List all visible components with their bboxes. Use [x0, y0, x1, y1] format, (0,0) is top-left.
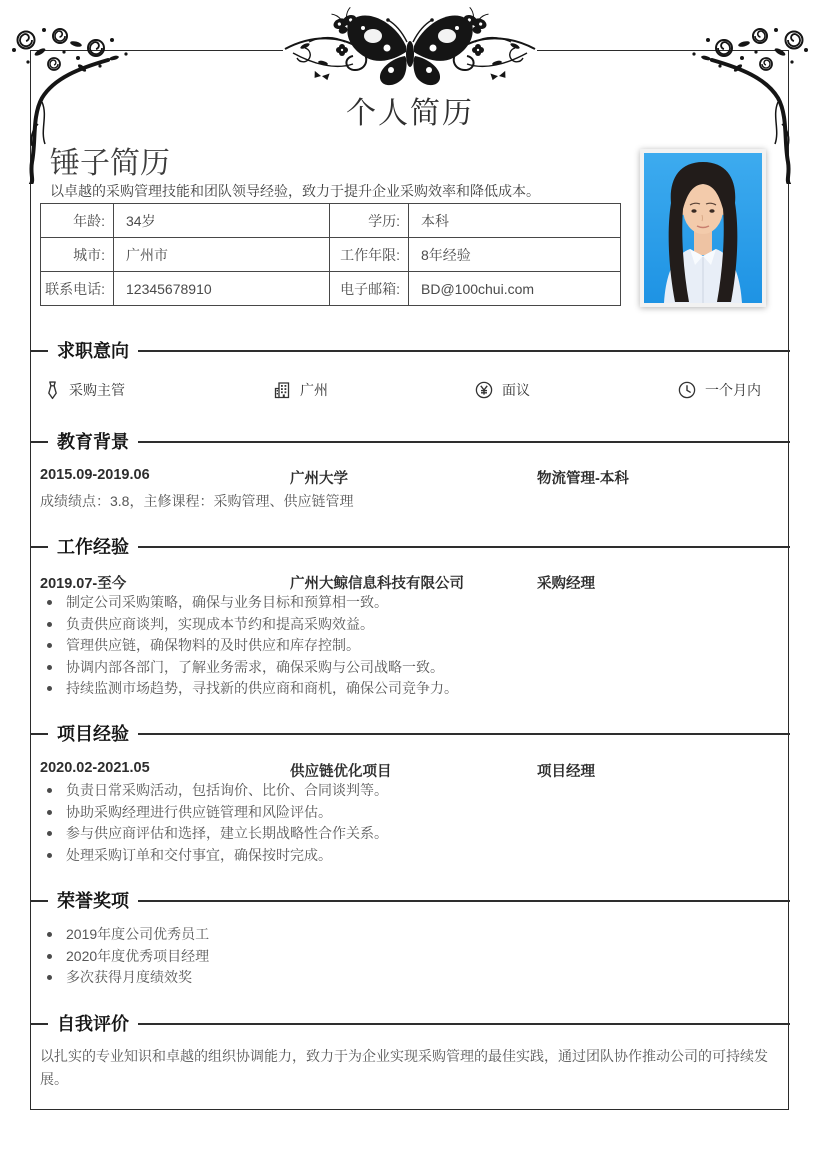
degree-label: 学历: — [330, 204, 409, 238]
list-item: 持续监测市场趋势，寻找新的供应商和商机，确保公司竞争力。 — [40, 678, 785, 700]
education-detail: 成绩绩点：3.8，主修课程：采购管理、供应链管理 — [40, 493, 354, 509]
education-major: 物流管理-本科 — [537, 471, 629, 487]
project-bullet-list — [40, 780, 785, 866]
degree-value: 本科 — [409, 204, 621, 238]
age-value: 34岁 — [114, 204, 330, 238]
work-row — [40, 572, 788, 590]
city-value: 广州市 — [114, 238, 330, 272]
section-header-self-evaluation — [30, 1011, 790, 1037]
section-header-honors — [30, 888, 790, 914]
intention-salary — [475, 379, 530, 401]
section-title: 荣誉奖项 — [57, 891, 129, 911]
project-period: 2020.02-2021.05 — [40, 760, 150, 776]
intention-position — [45, 379, 125, 401]
intention-label: 面议 — [502, 382, 530, 398]
list-item: 处理采购订单和交付事宜，确保按时完成。 — [40, 845, 785, 867]
profile-photo — [640, 149, 766, 307]
intention-label: 广州 — [300, 382, 328, 398]
work-role: 采购经理 — [537, 576, 595, 592]
experience-label: 工作年限: — [330, 238, 409, 272]
list-item: 负责日常采购活动，包括询价、比价、合同谈判等。 — [40, 780, 785, 802]
section-title: 工作经验 — [57, 537, 129, 557]
table-row — [41, 204, 621, 238]
section-header-project — [30, 721, 790, 747]
list-item: 协调内部各部门，了解业务需求，确保采购与公司战略一致。 — [40, 657, 785, 679]
phone-value: 12345678910 — [114, 272, 330, 306]
intention-availability — [678, 379, 761, 401]
education-period: 2015.09-2019.06 — [40, 467, 150, 483]
email-value: BD@100chui.com — [409, 272, 621, 306]
list-item: 多次获得月度绩效奖 — [40, 967, 785, 989]
table-row — [41, 238, 621, 272]
basic-info-table — [40, 203, 621, 306]
self-evaluation-text: 以扎实的专业知识和卓越的组织协调能力，致力于为企业实现采购管理的最佳实践，通过团队协作推动公司的可持续发展。 — [40, 1048, 768, 1087]
salary-icon — [475, 381, 493, 399]
phone-label: 联系电话: — [41, 272, 114, 306]
list-item: 管理供应链，确保物料的及时供应和库存控制。 — [40, 635, 785, 657]
intention-label: 一个月内 — [705, 382, 761, 398]
section-title: 自我评价 — [57, 1014, 129, 1034]
education-row — [40, 467, 788, 485]
project-role: 项目经理 — [537, 764, 595, 780]
project-name: 供应链优化项目 — [290, 764, 392, 780]
list-item: 负责供应商谈判，实现成本节约和提高采购效益。 — [40, 614, 785, 636]
project-row — [40, 760, 788, 778]
work-bullet-list — [40, 592, 785, 700]
intention-city — [273, 379, 328, 401]
section-title: 教育背景 — [57, 432, 129, 452]
table-row — [41, 272, 621, 306]
education-school: 广州大学 — [290, 471, 348, 487]
email-label: 电子邮箱: — [330, 272, 409, 306]
city-label: 城市: — [41, 238, 114, 272]
section-header-job-intention — [30, 338, 790, 364]
list-item: 2019年度公司优秀员工 — [40, 924, 785, 946]
list-item: 协助采购经理进行供应链管理和风险评估。 — [40, 802, 785, 824]
building-icon — [273, 381, 291, 399]
section-header-work — [30, 534, 790, 560]
intention-label: 采购主管 — [69, 382, 125, 398]
experience-value: 8年经验 — [409, 238, 621, 272]
age-label: 年龄: — [41, 204, 114, 238]
list-item: 参与供应商评估和选择，建立长期战略性合作关系。 — [40, 823, 785, 845]
clock-icon — [678, 381, 696, 399]
honors-bullet-list — [40, 924, 785, 989]
list-item: 2020年度优秀项目经理 — [40, 946, 785, 968]
candidate-name: 锤子简历 — [50, 147, 170, 180]
section-title: 求职意向 — [57, 341, 129, 361]
list-item: 制定公司采购策略，确保与业务目标和预算相一致。 — [40, 592, 785, 614]
section-header-education — [30, 429, 790, 455]
work-company: 广州大鲸信息科技有限公司 — [290, 576, 464, 592]
tie-icon — [45, 381, 60, 400]
work-period: 2019.07-至今 — [40, 576, 127, 592]
candidate-summary: 以卓越的采购管理技能和团队领导经验，致力于提升企业采购效率和降低成本。 — [50, 183, 540, 199]
butterfly-ornament-icon — [283, 6, 537, 90]
section-title: 项目经验 — [57, 724, 129, 744]
page-title: 个人简历 — [346, 97, 474, 130]
portrait-image — [644, 153, 762, 303]
